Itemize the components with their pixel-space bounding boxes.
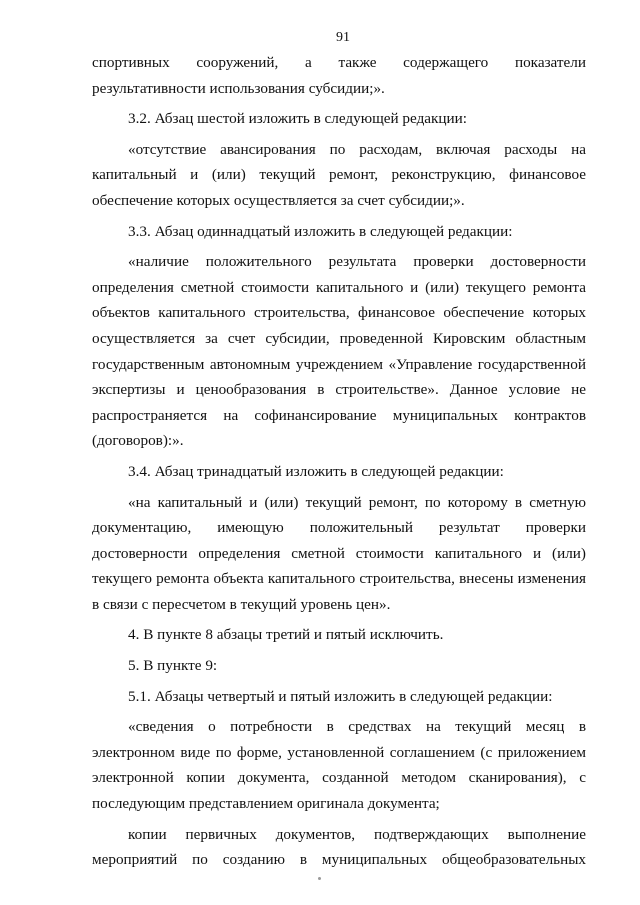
paragraph-3-2-text: «отсутствие авансирования по расходам, включая расходы на капитальный и (или) текущий ремонт, реконструкцию, финансовое обеспечение которых осуществляется за счет субсидии;».	[92, 140, 586, 209]
scan-speck	[318, 877, 321, 880]
paragraph-4: 4. В пункте 8 абзацы третий и пятый исключить.	[128, 626, 444, 644]
page-number: 91	[336, 30, 350, 45]
paragraph-3-2-heading: 3.2. Абзац шестой изложить в следующей редакции:	[128, 110, 468, 128]
paragraph-5: 5. В пункте 9:	[128, 657, 218, 675]
paragraph-continuation: спортивных сооружений, а также содержащего показатели результативности использования субсидии;».	[92, 54, 586, 97]
paragraph-5-1-text: «сведения о потребности в средствах на текущий месяц в электронном виде по форме, установленной соглашением (с приложением электронной копии документа, созданной методом сканирования), с последующим представлением оригинала документа;	[92, 718, 586, 813]
document-page	[92, 28, 586, 873]
paragraph-3-3-heading: 3.3. Абзац одиннадцатый изложить в следующей редакции:	[128, 222, 513, 240]
paragraph-3-4-text: «на капитальный и (или) текущий ремонт, по которому в сметную документацию, имеющую положительный результат проверки достоверности определения сметной стоимости капитального и (или) текущего ремонта объекта капитального строительства, внесены изменения в связи с пересчетом в текущий уровень цен».	[92, 493, 586, 613]
paragraph-5-1-heading: 5.1. Абзацы четвертый и пятый изложить в следующей редакции:	[128, 687, 553, 705]
paragraph-copies-text: копии первичных документов, подтверждающих выполнение мероприятий по созданию в муниципальных общеобразовательных	[92, 825, 586, 869]
paragraph-3-3-text: «наличие положительного результата проверки достоверности определения сметной стоимости капитального и (или) текущего ремонта объектов капитального строительства, финансовое обеспечение которых осуществляется за счет субсидии, проведенной Кировским областным государственным автономным учреждением «Управление государственной экспертизы и ценообразования в строительстве». Данное условие не распространяется на софинансирование муниципальных контрактов (договоров):».	[92, 253, 586, 450]
paragraph-3-4-heading: 3.4. Абзац тринадцатый изложить в следующей редакции:	[128, 462, 504, 480]
